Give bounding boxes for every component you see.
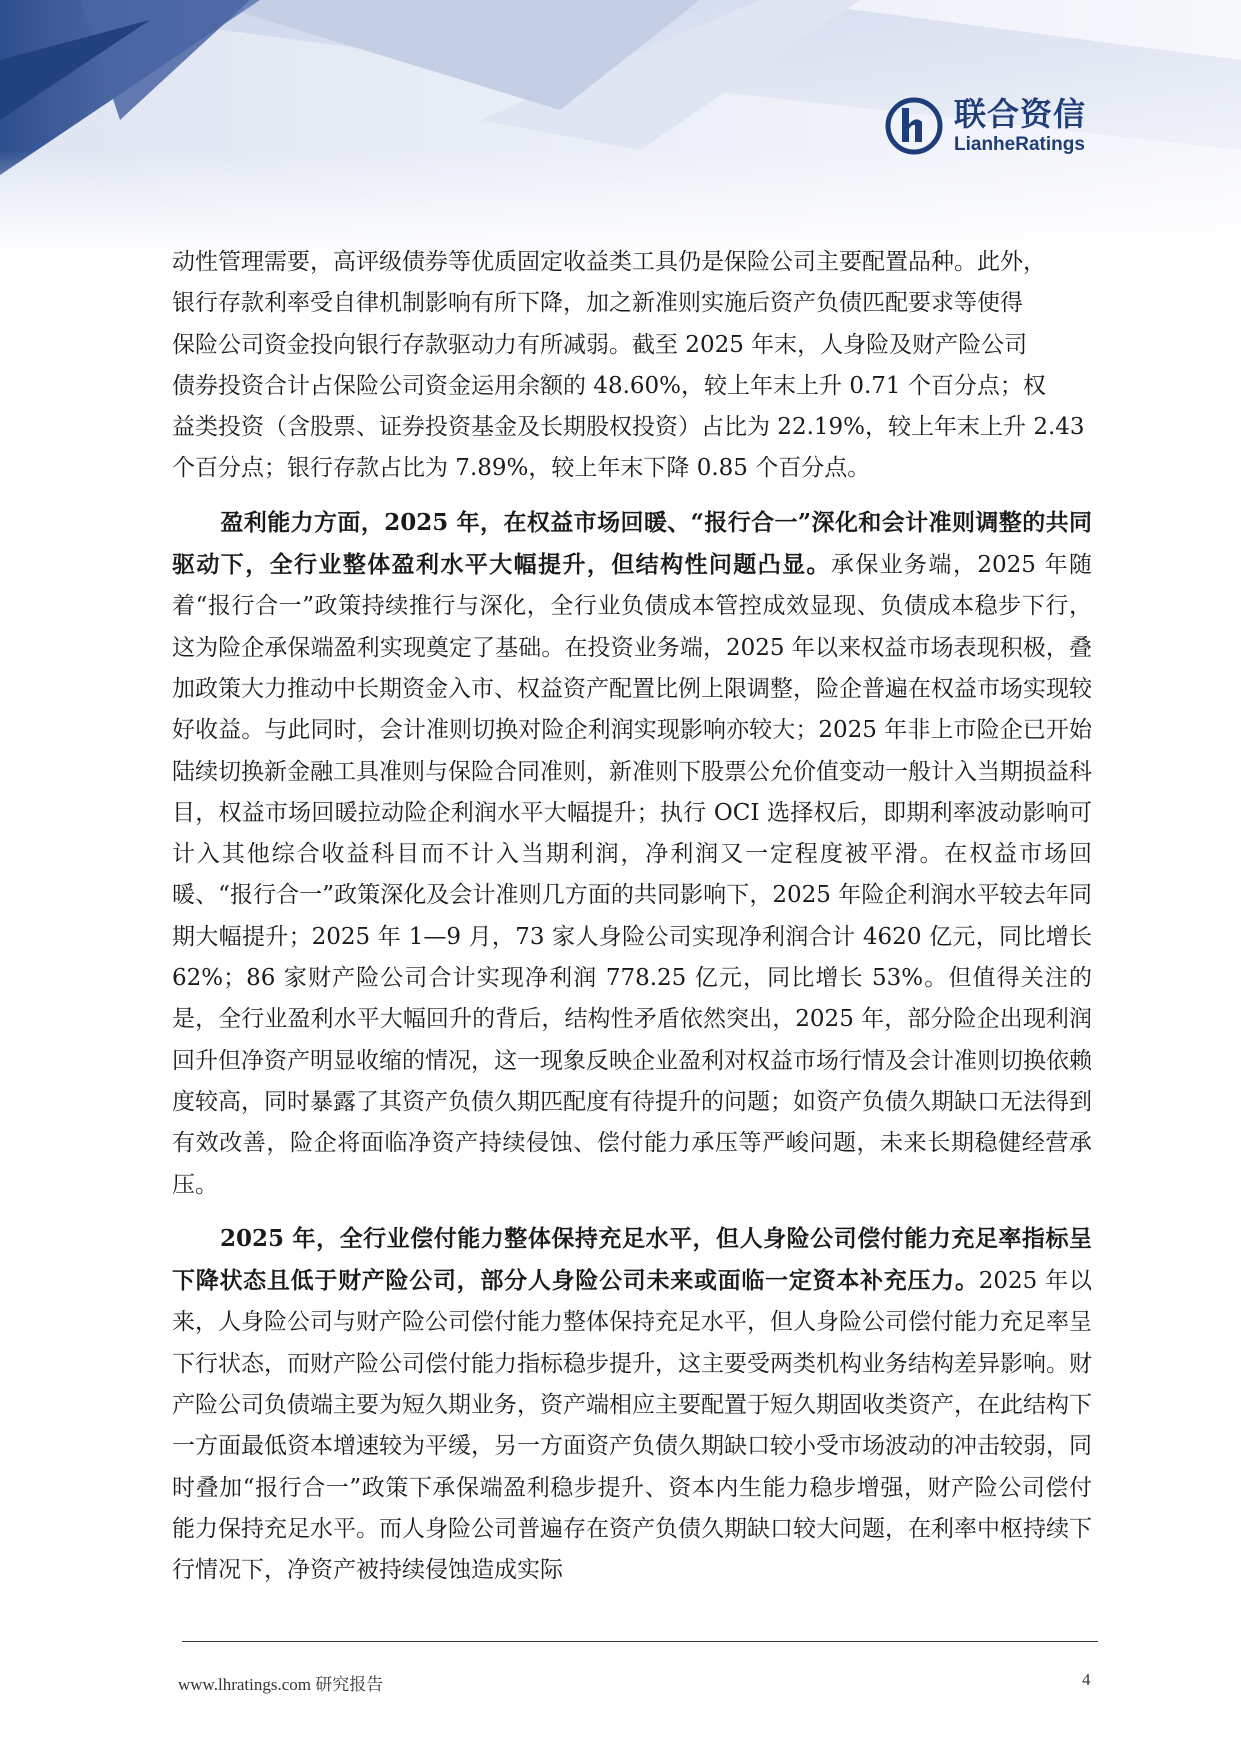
paragraph-solvency (172, 1218, 1092, 1592)
logo-english-name: LianheRatings (954, 134, 1085, 155)
lianhe-logo-icon (884, 96, 944, 156)
paragraph-profitability (172, 502, 1092, 1206)
footer-website: www.lhratings.com 研究报告 (178, 1675, 384, 1694)
paragraph-text: 承保业务端，2025 年随着“报行合一”政策持续推行与深化，全行业负债成本管控成效显现、负债成本稳步下行，这为险企承保端盈利实现奠定了基础。在投资业务端，2025 年以来权益市场表现积极，叠加政策大力推动中长期资金入市、权益资产配置比例上限调整，险企普遍在权益市场实现较好收益。与此同时，会计准则切换对险企利润实现影响亦较大；2025 年非上市险企已开始陆续切换新金融工具准则与保险合同准则，新准则下股票公允价值变动一般计入当期损益科目，权益市场回暖拉动险企利润水平大幅提升；执行 OCI 选择权后，即期利率波动影响可计入其他综合收益科目而不计入当期利润，净利润又一定程度被平滑。在权益市场回暖、“报行合一”政策深化及会计准则几方面的共同影响下，2025 年险企利润水平较去年同期大幅提升；2025 年 1—9 月，73 家人身险公司实现净利润合计 4620 亿元，同比增长 62%；86 家财产险公司合计实现净利润 778.25 亿元，同比增长 53%。但值得关注的是，全行业盈利水平大幅回升的背后，结构性矛盾依然突出，2025 年，部分险企出现利润回升但净资产明显收缩的情况，这一现象反映企业盈利对权益市场行情及会计准则切换依赖度较高，同时暴露了其资产负债久期匹配度有待提升的问题；如资产负债久期缺口无法得到有效改善，险企将面临净资产持续侵蚀、偿付能力承压等严峻问题，未来长期稳健经营承压。 (172, 552, 1092, 1198)
paragraph-lead-sentence: 盈利能力方面，2025 年，在权益市场回暖、“报行合一”深化和会计准则调整的共同驱动下，全行业整体盈利水平大幅提升，但结构性问题凸显。 (172, 508, 1092, 579)
logo-chinese-name: 联合资信 (954, 95, 1087, 133)
paragraph-investment (172, 242, 1092, 490)
footer-divider (182, 1641, 1098, 1642)
paragraph-text: 2025 年以来，人身险公司与财产险公司偿付能力整体保持充足水平，但人身险公司偿付能力充足率呈下行状态，而财产险公司偿付能力指标稳步提升，这主要受两类机构业务结构差异影响。财产险公司负债端主要为短久期业务，资产端相应主要配置于短久期固收类资产，在此结构下一方面最低资本增速较为平缓，另一方面资产负债久期缺口较小受市场波动的冲击较弱，同时叠加“报行合一”政策下承保端盈利稳步提升、资本内生能力稳步增强，财产险公司偿付能力保持充足水平。而人身险公司普遍存在资产负债久期缺口较大问题，在利率中枢持续下行情况下，净资产被持续侵蚀造成实际 (172, 1268, 1092, 1584)
lianhe-ratings-logo (884, 96, 1104, 160)
text-line: 保险公司资金投向银行存款驱动力有所减弱。截至 2025 年末，人身险及财产险公司 (172, 331, 1028, 358)
text-line: 债券投资合计占保险公司资金运用余额的 48.60%，较上年末上升 0.71 个百分点；权 (172, 372, 1046, 399)
page-number: 4 (1082, 1670, 1091, 1689)
text-line: 动性管理需要，高评级债券等优质固定收益类工具仍是保险公司主要配置品种。此外， (172, 249, 1046, 275)
report-body (172, 242, 1092, 1592)
text-line: 银行存款利率受自律机制影响有所下降，加之新准则实施后资产负债匹配要求等使得 (172, 290, 1023, 317)
text-line: 益类投资（含股票、证券投资基金及长期股权投资）占比为 22.19%，较上年末上升 2.43 (172, 414, 1085, 441)
paragraph-lead-sentence: 2025 年，全行业偿付能力整体保持充足水平，但人身险公司偿付能力充足率指标呈下降状态且低于财产险公司，部分人身险公司未来或面临一定资本补充压力。 (172, 1224, 1092, 1295)
text-line: 个百分点；银行存款占比为 7.89%，较上年末下降 0.85 个百分点。 (172, 455, 871, 482)
